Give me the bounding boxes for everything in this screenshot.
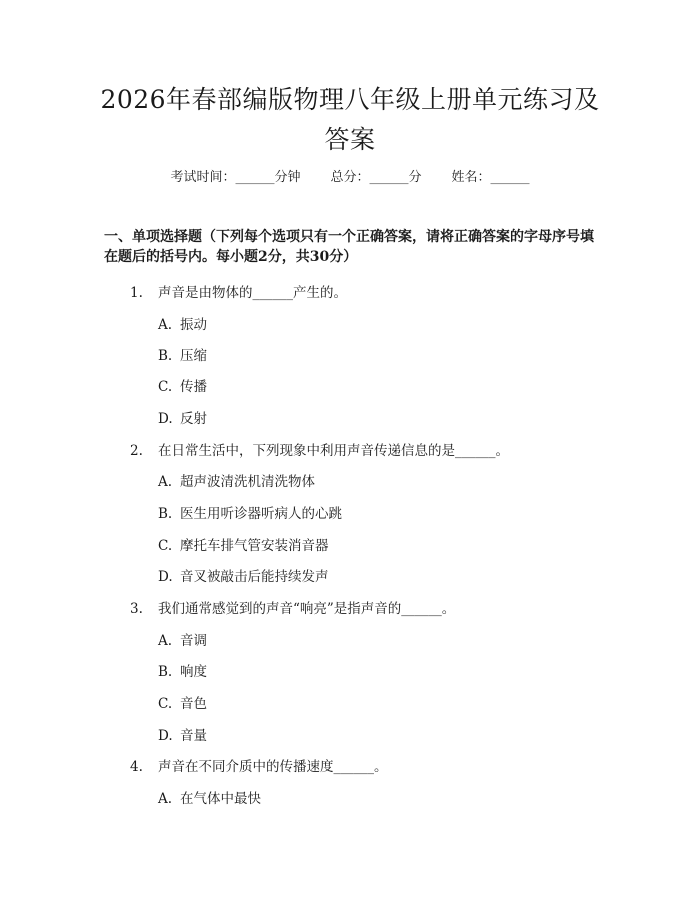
question-2: [130, 441, 509, 461]
exam-name-field: 姓名：______: [451, 170, 530, 185]
option-2d: [158, 567, 329, 587]
option-3d: [158, 726, 207, 746]
question-number: 1.: [130, 285, 143, 301]
option-letter: C.: [158, 696, 173, 712]
option-text: 响度: [180, 664, 207, 680]
exam-time-field: 考试时间：______分钟: [170, 170, 301, 185]
exam-meta: [0, 168, 700, 188]
option-text: 振动: [180, 317, 207, 333]
question-text: 声音在不同介质中的传播速度______。: [158, 759, 388, 775]
option-text: 音调: [180, 633, 207, 649]
section-heading: [104, 227, 604, 267]
page-title: [60, 80, 640, 160]
option-text: 反射: [180, 411, 207, 427]
title-line-1: 2026年春部编版物理八年级上册单元练习及: [100, 85, 600, 114]
option-letter: D.: [158, 569, 173, 585]
option-text: 音量: [180, 728, 207, 744]
exam-score-field: 总分：______分: [330, 170, 422, 185]
option-1b: [158, 346, 207, 366]
option-letter: A.: [158, 791, 173, 807]
title-line-2: 答案: [324, 125, 376, 154]
option-2a: [158, 472, 315, 492]
question-text: 在日常生活中，下列现象中利用声音传递信息的是______。: [158, 443, 509, 459]
option-text: 音色: [180, 696, 207, 712]
option-text: 传播: [180, 379, 207, 395]
question-number: 2.: [130, 443, 143, 459]
option-text: 超声波清洗机清洗物体: [180, 474, 315, 490]
question-4: [130, 757, 388, 777]
option-letter: B.: [158, 506, 173, 522]
option-3c: [158, 694, 207, 714]
option-1c: [158, 377, 207, 397]
option-text: 压缩: [180, 348, 207, 364]
question-1: [130, 283, 347, 303]
question-text: 声音是由物体的______产生的。: [158, 285, 347, 301]
option-2b: [158, 504, 342, 524]
option-letter: A.: [158, 633, 173, 649]
option-text: 医生用听诊器听病人的心跳: [180, 506, 342, 522]
option-letter: A.: [158, 474, 173, 490]
option-text: 摩托车排气管安装消音器: [180, 538, 329, 554]
option-1d: [158, 409, 207, 429]
question-number: 4.: [130, 759, 143, 775]
option-letter: B.: [158, 348, 173, 364]
option-2c: [158, 536, 329, 556]
option-letter: C.: [158, 538, 173, 554]
option-text: 音叉被敲击后能持续发声: [180, 569, 329, 585]
option-1a: [158, 315, 207, 335]
option-letter: B.: [158, 664, 173, 680]
option-letter: D.: [158, 411, 173, 427]
question-number: 3.: [130, 601, 143, 617]
question-3: [130, 599, 455, 619]
option-text: 在气体中最快: [180, 791, 261, 807]
option-3b: [158, 662, 207, 682]
question-text: 我们通常感觉到的声音“响亮”是指声音的______。: [158, 601, 456, 617]
option-3a: [158, 631, 207, 651]
section-heading-line-1: 一、单项选择题（下列每个选项只有一个正确答案，请将正确答案的字母序号填: [104, 229, 594, 245]
option-letter: C.: [158, 379, 173, 395]
option-4a: [158, 789, 261, 809]
section-heading-line-2: 在题后的括号内。每小题2分，共30分）: [104, 249, 358, 265]
option-letter: D.: [158, 728, 173, 744]
option-letter: A.: [158, 317, 173, 333]
